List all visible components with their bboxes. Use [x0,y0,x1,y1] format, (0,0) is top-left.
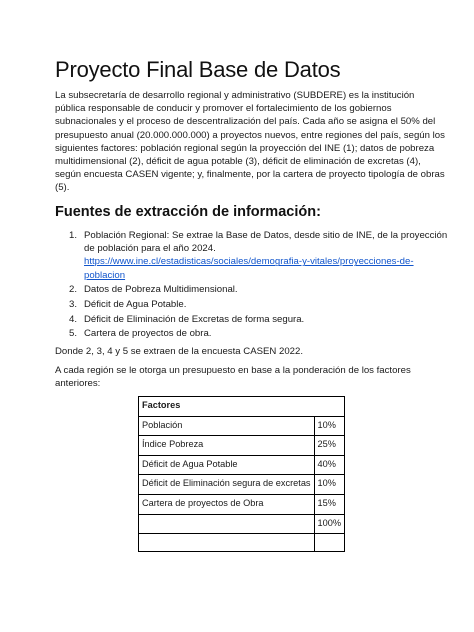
empty-cell [139,534,315,552]
intro-line: subnacionales y el proceso de descentralización del país. Cada año se asigna el 50% del [55,116,436,128]
intro-paragraph [55,89,445,195]
intro-line: siguientes factores: población regional según la proyección del INE (1); datos de pobreza [55,142,435,154]
ine-projection-link[interactable]: poblacion [84,269,126,281]
table-row [139,416,345,436]
list-number: 2. [69,284,78,296]
table-header: Factores [139,397,345,417]
factor-weight: 10% [314,475,345,495]
list-item [55,283,447,296]
total-label-cell [139,514,315,534]
intro-line: pública responsable de conducir y promover el fortalecimiento de los gobiernos [55,103,392,115]
table-header-row [139,397,345,417]
budget-note [55,364,411,390]
list-item-text: de población para el año 2024. [84,243,216,255]
table-row [139,436,345,456]
factor-weight: 15% [314,494,345,514]
total-weight: 100% [314,514,345,534]
intro-line: (5). [55,182,70,194]
list-item-text: Población Regional: Se extrae la Base de Datos, desde sitio de INE, de la proyección [84,230,448,241]
list-item [55,313,447,326]
paragraph-line: A cada región se le otorga un presupuesto en base a la ponderación de los factores [55,365,411,376]
intro-line: presupuesto anual (20.000.000.000) a proyectos nuevos, entre regiones del país, según los [55,129,445,141]
list-item-text: Datos de Pobreza Multidimensional. [84,284,238,296]
list-item-text: Cartera de proyectos de obra. [84,328,212,340]
table-total-row [139,514,345,534]
empty-cell [314,534,345,552]
list-number: 5. [69,328,78,340]
sources-heading: Fuentes de extracción de información: [55,204,321,220]
intro-line: según encuesta CASEN vigente; y, finalmente, por la cartera de proyecto tipología de obras [55,169,445,181]
factor-name: Índice Pobreza [139,436,315,456]
table-row [139,494,345,514]
factor-name: Déficit de Agua Potable [139,455,315,475]
sources-list [55,229,447,342]
table-row [139,534,345,552]
table-row [139,455,345,475]
intro-line: multidimensional (2), déficit de agua potable (3), déficit de eliminación de excretas (4), [55,156,421,168]
factor-name: Población [139,416,315,436]
factors-table [138,396,345,552]
list-item [55,327,447,340]
document-title: Proyecto Final Base de Datos [55,57,341,82]
paragraph-line: anteriores: [55,378,101,390]
table-row [139,475,345,495]
factor-name: Cartera de proyectos de Obra [139,494,315,514]
factor-name: Déficit de Eliminación segura de excretas [139,475,315,495]
casen-note [55,345,303,358]
list-number: 1. [69,230,78,241]
factor-weight: 40% [314,455,345,475]
paragraph-line: Donde 2, 3, 4 y 5 se extraen de la encuesta CASEN 2022. [55,346,303,357]
list-item [55,298,447,311]
factor-weight: 25% [314,436,345,456]
list-number: 3. [69,299,78,311]
list-number: 4. [69,313,78,325]
list-item [55,229,447,282]
list-item-text: Déficit de Eliminación de Excretas de forma segura. [84,313,305,325]
factor-weight: 10% [314,416,345,436]
intro-line: La subsecretaría de desarrollo regional y administrativo (SUBDERE) es la institución [55,90,415,101]
list-item-text: Déficit de Agua Potable. [84,299,187,311]
ine-projection-link[interactable]: https://www.ine.cl/estadisticas/sociales/demografia-y-vitales/proyecciones-de- [84,256,414,268]
